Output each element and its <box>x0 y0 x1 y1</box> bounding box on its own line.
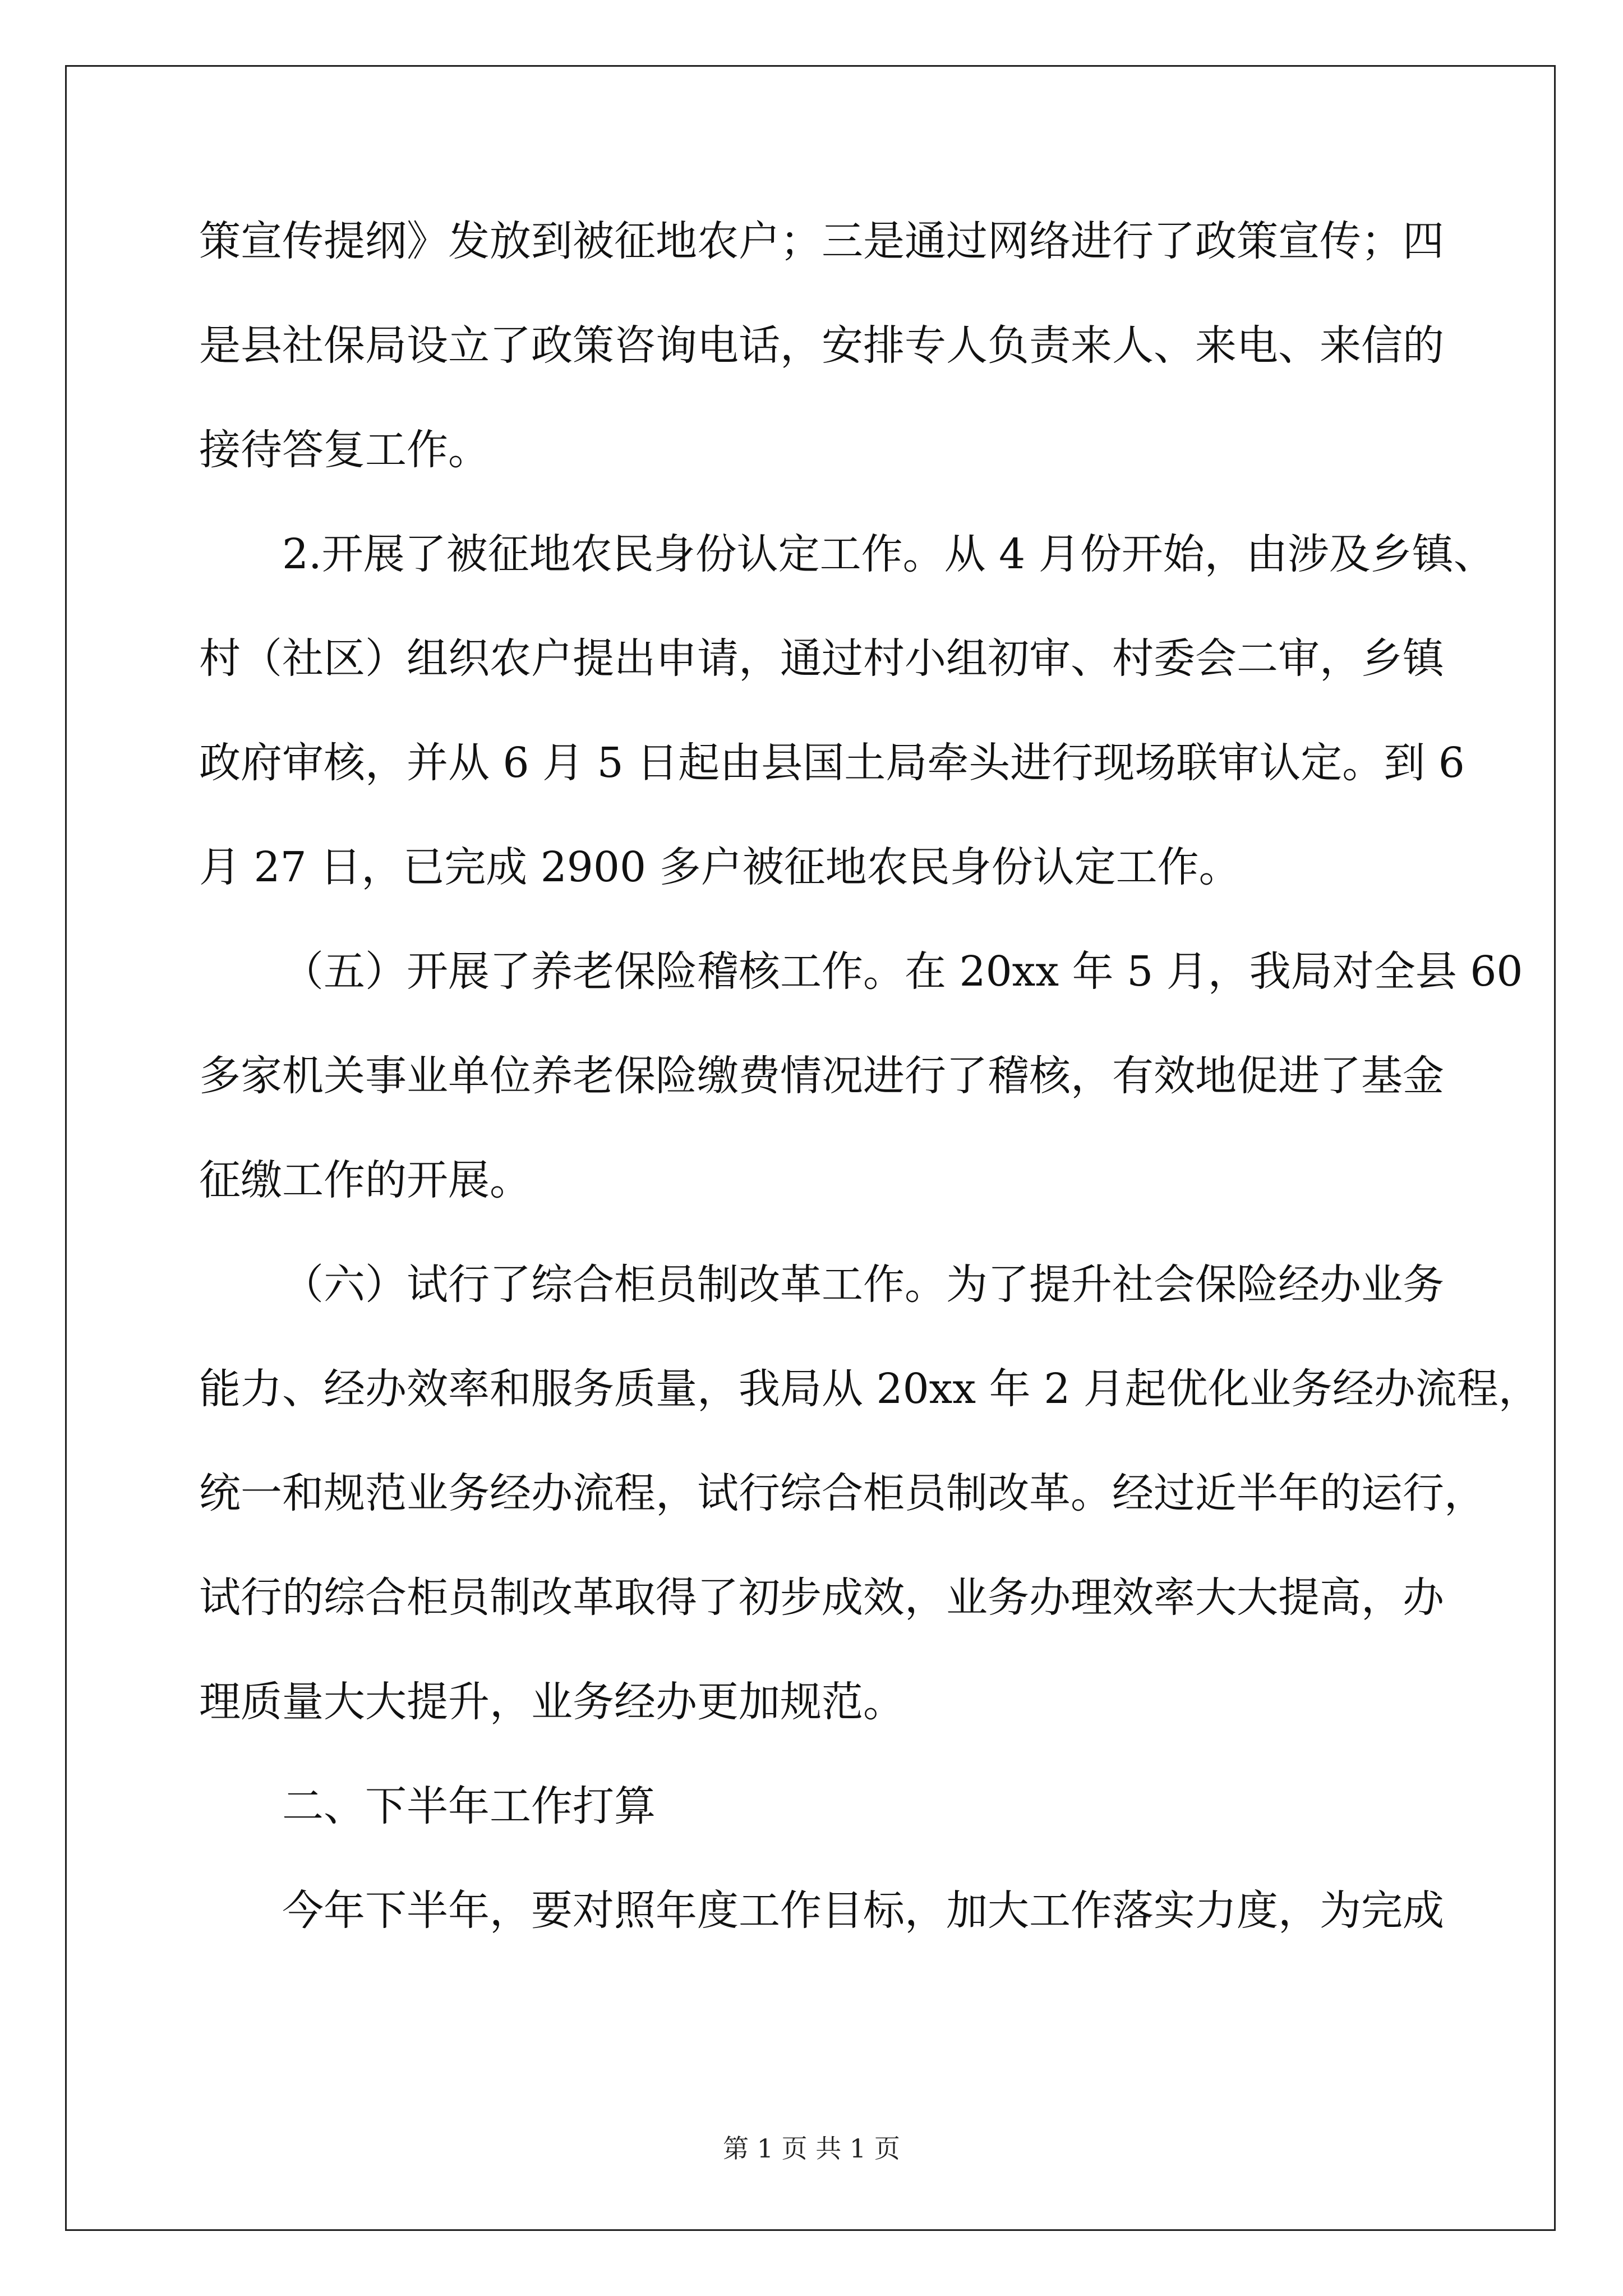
text-line-12: 能力、经办效率和服务质量，我局从 20xx 年 2 月起优化业务经办流程， <box>199 1365 1540 1413</box>
text-line-7: 月 27 日，已完成 2900 多户被征地农民身份认定工作。 <box>199 843 1241 891</box>
text-line-11: （六）试行了综合柜员制改革工作。为了提升社会保险经办业务 <box>282 1260 1444 1309</box>
text-line-10: 征缴工作的开展。 <box>199 1156 531 1204</box>
text-line-13: 统一和规范业务经办流程，试行综合柜员制改革。经过近半年的运行， <box>199 1469 1486 1517</box>
section-heading: 二、下半年工作打算 <box>282 1782 656 1830</box>
text-line-9: 多家机关事业单位养老保险缴费情况进行了稽核，有效地促进了基金 <box>199 1052 1444 1100</box>
document-body <box>199 213 1540 1987</box>
text-line-6: 政府审核，并从 6 月 5 日起由县国土局牵头进行现场联审认定。到 6 <box>199 739 1465 787</box>
page-footer <box>0 2132 1623 2165</box>
text-line-4: 2.开展了被征地农民身份认定工作。从 4 月份开始，由涉及乡镇、 <box>282 530 1495 578</box>
text-line-2: 是县社保局设立了政策咨询电话，安排专人负责来人、来电、来信的 <box>199 321 1444 370</box>
text-line-8: （五）开展了养老保险稽核工作。在 20xx 年 5 月，我局对全县 60 <box>282 947 1523 996</box>
text-line-17: 今年下半年，要对照年度工作目标，加大工作落实力度，为完成 <box>282 1887 1444 1935</box>
text-line-15: 理质量大大提升，业务经办更加规范。 <box>199 1678 905 1726</box>
text-line-14: 试行的综合柜员制改革取得了初步成效，业务办理效率大大提高，办 <box>199 1573 1444 1622</box>
text-line-1: 策宣传提纲》发放到被征地农户；三是通过网络进行了政策宣传；四 <box>199 217 1444 265</box>
text-line-5: 村（社区）组织农户提出申请，通过村小组初审、村委会二审，乡镇 <box>199 634 1444 683</box>
page-number-label: 第 1 页 共 1 页 <box>723 2133 900 2164</box>
text-line-3: 接待答复工作。 <box>199 426 490 474</box>
